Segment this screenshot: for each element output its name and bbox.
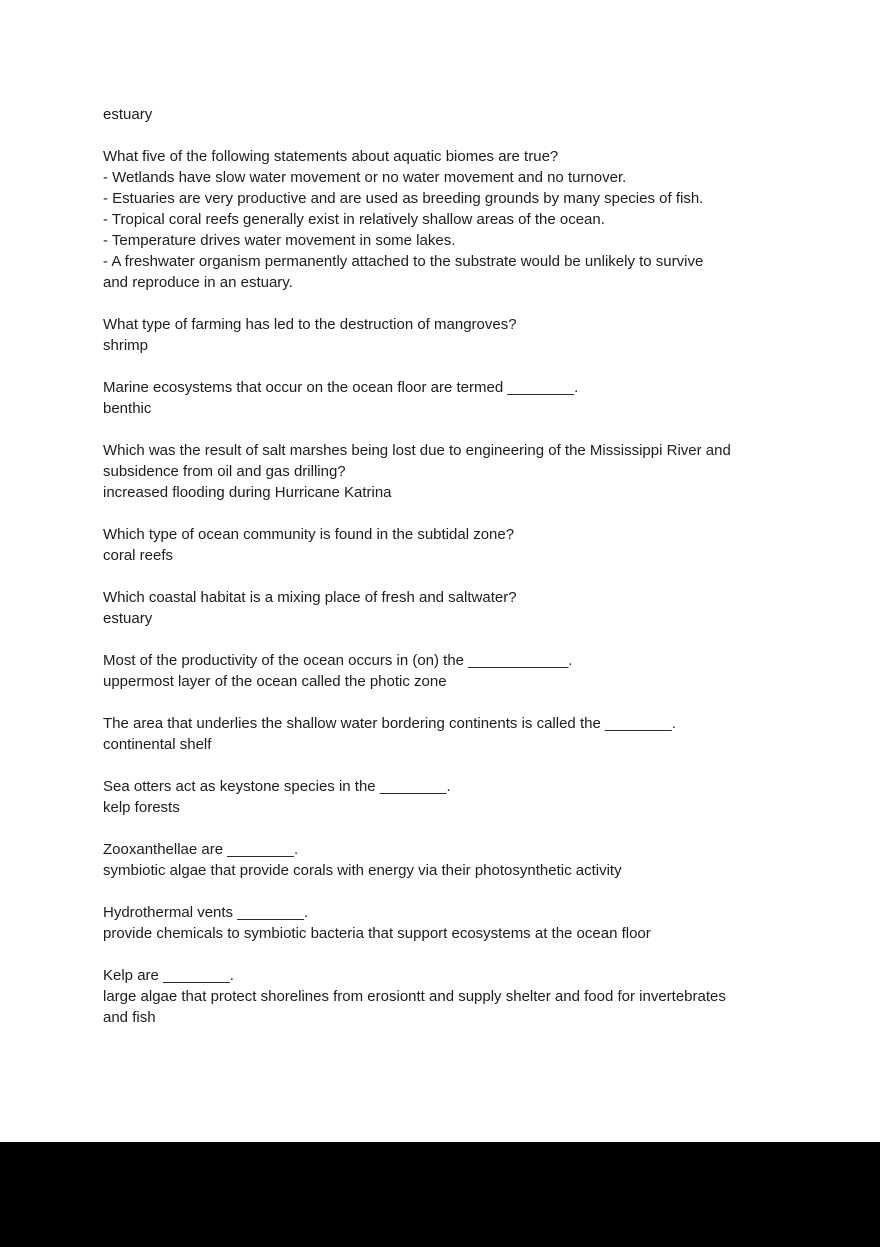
question-ocean-productivity xyxy=(103,650,840,692)
question-zooxanthellae xyxy=(103,839,840,881)
text-line: What type of farming has led to the destruction of mangroves? xyxy=(103,316,517,333)
question-kelp xyxy=(103,965,840,1028)
text-line: Kelp are ________. xyxy=(103,967,234,984)
answer-estuary-top xyxy=(103,104,840,125)
text-line: estuary xyxy=(103,106,153,123)
text-line: - Temperature drives water movement in some lakes. xyxy=(103,232,456,249)
text-line: kelp forests xyxy=(103,799,180,816)
question-hydrothermal-vents xyxy=(103,902,840,944)
question-sea-otters xyxy=(103,776,840,818)
text-line: Marine ecosystems that occur on the ocean floor are termed ________. xyxy=(103,379,579,396)
text-line: increased flooding during Hurricane Katrina xyxy=(103,484,392,501)
question-benthic xyxy=(103,377,840,419)
text-line: - Wetlands have slow water movement or no water movement and no turnover. xyxy=(103,169,627,186)
text-line: coral reefs xyxy=(103,547,174,564)
text-line: uppermost layer of the ocean called the photic zone xyxy=(103,673,447,690)
text-line: What five of the following statements about aquatic biomes are true? xyxy=(103,148,559,165)
text-line: Sea otters act as keystone species in the ________. xyxy=(103,778,451,795)
text-line: and reproduce in an estuary. xyxy=(103,274,293,291)
text-line: Most of the productivity of the ocean occurs in (on) the ____________. xyxy=(103,652,573,669)
text-line: and fish xyxy=(103,1009,156,1026)
question-continental-shelf xyxy=(103,713,840,755)
text-line: symbiotic algae that provide corals with energy via their photosynthetic activity xyxy=(103,862,622,879)
question-subtidal-zone xyxy=(103,524,840,566)
text-line: large algae that protect shorelines from erosiontt and supply shelter and food for invertebrates xyxy=(103,988,726,1005)
text-line: provide chemicals to symbiotic bacteria that support ecosystems at the ocean floor xyxy=(103,925,651,942)
text-line: Hydrothermal vents ________. xyxy=(103,904,309,921)
question-aquatic-biomes-statements xyxy=(103,146,840,293)
bottom-black-bar xyxy=(0,1142,880,1247)
text-line: Which coastal habitat is a mixing place of fresh and saltwater? xyxy=(103,589,517,606)
question-mangrove-farming xyxy=(103,314,840,356)
text-line: subsidence from oil and gas drilling? xyxy=(103,463,346,480)
text-line: shrimp xyxy=(103,337,149,354)
text-line: Zooxanthellae are ________. xyxy=(103,841,299,858)
text-line: benthic xyxy=(103,400,152,417)
question-salt-marshes xyxy=(103,440,840,503)
text-line: - A freshwater organism permanently attached to the substrate would be unlikely to survive xyxy=(103,253,704,270)
text-line: - Tropical coral reefs generally exist in relatively shallow areas of the ocean. xyxy=(103,211,605,228)
text-line: Which was the result of salt marshes being lost due to engineering of the Mississippi River and xyxy=(103,442,731,459)
text-line: estuary xyxy=(103,610,153,627)
text-line: - Estuaries are very productive and are used as breeding grounds by many species of fish. xyxy=(103,190,704,207)
text-line: Which type of ocean community is found in the subtidal zone? xyxy=(103,526,515,543)
text-line: continental shelf xyxy=(103,736,212,753)
text-line: The area that underlies the shallow water bordering continents is called the ________. xyxy=(103,715,676,732)
question-coastal-habitat xyxy=(103,587,840,629)
document-content xyxy=(103,104,840,1028)
